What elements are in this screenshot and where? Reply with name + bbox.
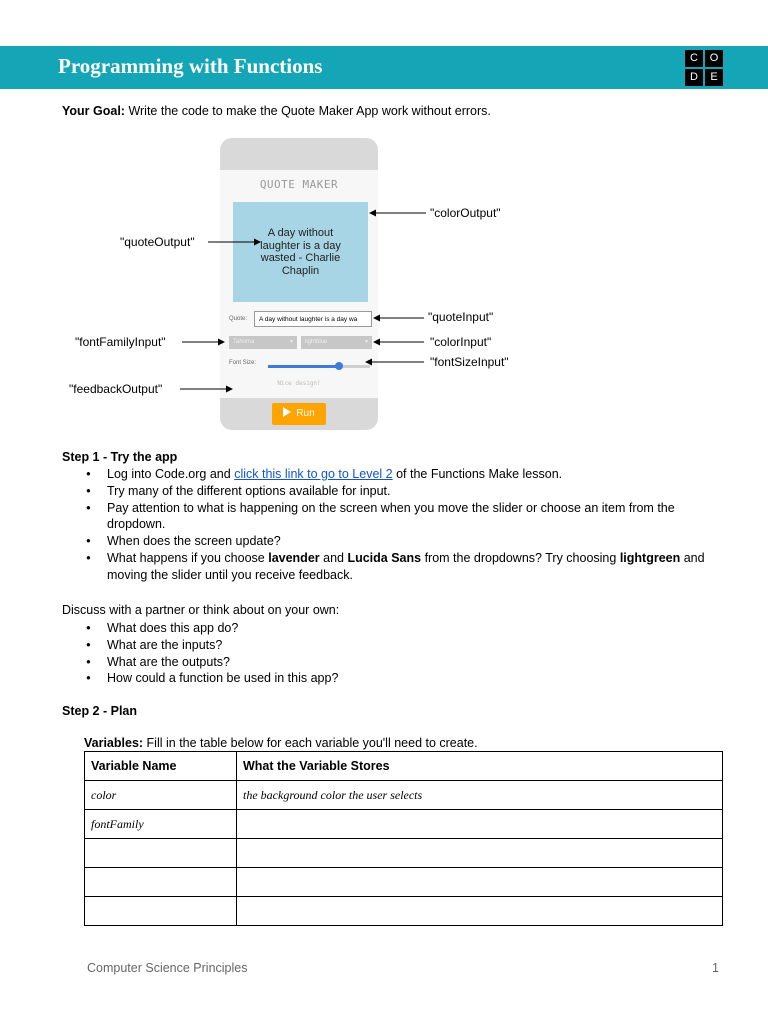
- label-font-size-input: "fontSizeInput": [430, 355, 509, 369]
- app-title: QUOTE MAKER: [259, 178, 339, 191]
- run-button[interactable]: [272, 403, 326, 425]
- bullet-text: of the Functions Make lesson.: [392, 467, 563, 481]
- table-cell[interactable]: the background color the user selects: [237, 781, 723, 810]
- variables-table: [84, 751, 723, 926]
- goal-label: Your Goal:: [62, 104, 125, 118]
- table-row: [85, 897, 723, 926]
- discuss-intro: Discuss with a partner or think about on your own:: [62, 603, 340, 617]
- table-cell[interactable]: [85, 868, 237, 897]
- logo-letter-d: D: [685, 69, 703, 86]
- step2-heading: Step 2 - Plan: [62, 704, 138, 718]
- color-dropdown[interactable]: [301, 336, 372, 349]
- quote-output-text: A day without laughter is a day wasted - Charlie Chaplin: [260, 227, 341, 277]
- level2-link[interactable]: click this link to go to Level 2: [234, 467, 393, 481]
- label-quote-input: "quoteInput": [428, 310, 494, 324]
- variables-text: Fill in the table below for each variable you'll need to create.: [143, 736, 478, 750]
- header-banner: [0, 46, 768, 89]
- label-font-family-input: "fontFamilyInput": [75, 335, 166, 349]
- slider-fill: [268, 365, 339, 368]
- label-color-output: "colorOutput": [430, 206, 501, 220]
- footer-course-name: Computer Science Principles: [87, 961, 248, 975]
- quote-output: [233, 202, 368, 302]
- page-title: Programming with Functions: [58, 54, 323, 78]
- quote-input-label: Quote:: [229, 316, 248, 322]
- app-phone-mockup: [220, 138, 378, 430]
- list-item: [107, 550, 722, 584]
- font-size-slider[interactable]: [268, 365, 370, 368]
- bullet-bold: lightgreen: [619, 550, 681, 565]
- goal-text: Write the code to make the Quote Maker App work without errors.: [124, 104, 491, 118]
- goal-line: [62, 104, 491, 118]
- list-item: ● Pay attention to what is happening on the screen when you move the slider or choose an item from the dropdown.: [107, 500, 722, 534]
- table-cell[interactable]: [237, 810, 723, 839]
- step1-heading-bold: Step 1: [62, 450, 100, 464]
- table-cell[interactable]: [237, 897, 723, 926]
- table-row: [85, 781, 723, 810]
- slider-handle[interactable]: [335, 362, 343, 370]
- list-item: ● What does this app do?: [107, 620, 722, 637]
- table-row: [85, 868, 723, 897]
- table-cell[interactable]: fontFamily: [85, 810, 237, 839]
- play-icon: [283, 407, 291, 417]
- logo-letter-o: O: [705, 50, 723, 67]
- step1-heading-rest: - Try the app: [99, 450, 178, 464]
- feedback-output: Nice design!: [277, 380, 321, 387]
- list-item: ● What are the inputs?: [107, 637, 722, 654]
- column-header: What the Variable Stores: [237, 752, 723, 781]
- step1-list: [62, 466, 722, 584]
- run-label: Run: [296, 408, 315, 419]
- list-item: ● Try many of the different options available for input.: [107, 483, 722, 500]
- table-header-row: [85, 752, 723, 781]
- list-item: [107, 466, 722, 483]
- bullet-text: and: [319, 550, 348, 565]
- variables-instruction: [84, 736, 478, 750]
- label-color-input: "colorInput": [430, 335, 492, 349]
- bullet-text: from the dropdowns? Try choosing: [421, 550, 620, 565]
- table-cell[interactable]: [237, 839, 723, 868]
- chevron-down-icon: ▼: [289, 339, 294, 345]
- step1-heading: [62, 450, 177, 464]
- label-quote-output: "quoteOutput": [120, 235, 195, 249]
- page-number: 1: [712, 961, 719, 975]
- discuss-list: [62, 620, 722, 687]
- list-item: ● When does the screen update?: [107, 533, 722, 550]
- list-item: ● How could a function be used in this app?: [107, 670, 722, 687]
- logo-letter-e: E: [705, 69, 723, 86]
- table-cell[interactable]: color: [85, 781, 237, 810]
- logo-letter-c: C: [685, 50, 703, 67]
- bullet-bold: lavender: [268, 550, 320, 565]
- table-row: [85, 810, 723, 839]
- font-family-value: Tahoma: [233, 339, 255, 345]
- table-row: [85, 839, 723, 868]
- bullet-text: What happens if you choose: [107, 550, 269, 565]
- quote-input[interactable]: A day without laughter is a day wa: [254, 311, 372, 327]
- variables-label: Variables:: [84, 736, 144, 750]
- bullet-bold: Lucida Sans: [347, 550, 422, 565]
- font-family-dropdown[interactable]: [229, 336, 297, 349]
- column-header: Variable Name: [85, 752, 237, 781]
- font-size-label: Font Size:: [229, 360, 257, 366]
- app-screen: [220, 170, 378, 398]
- table-cell[interactable]: [85, 839, 237, 868]
- list-item: ● What are the outputs?: [107, 654, 722, 671]
- bullet-text: Log into Code.org and: [107, 467, 235, 481]
- label-feedback-output: "feedbackOutput": [69, 382, 163, 396]
- bullet-text: and moving the slider until you receive feedback.: [107, 550, 705, 582]
- color-value: lightblue: [305, 339, 328, 345]
- table-cell[interactable]: [85, 897, 237, 926]
- chevron-down-icon: ▼: [364, 339, 369, 345]
- table-cell[interactable]: [237, 868, 723, 897]
- code-org-logo: [684, 49, 724, 87]
